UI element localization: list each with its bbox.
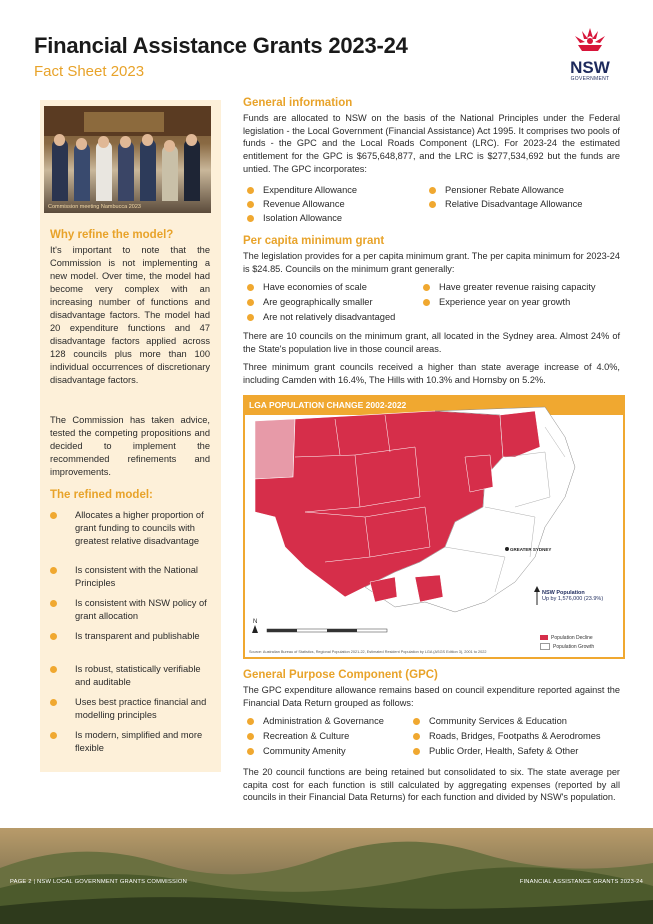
list-item: Have economies of scale: [247, 282, 367, 292]
bullet-icon: [413, 748, 420, 755]
greater-sydney-label: GREATER SYDNEY: [510, 547, 552, 552]
footer-left: PAGE 2 | NSW LOCAL GOVERNMENT GRANTS COMMISSION: [10, 879, 187, 885]
bullet-icon: [247, 718, 254, 725]
list-item: Uses best practice financial and modelling principles: [50, 696, 215, 722]
bullet-icon: [50, 567, 57, 574]
bullet-icon: [247, 748, 254, 755]
nsw-population-value: Up by 1,576,000 (23.9%): [542, 596, 604, 602]
percapita-para-2: There are 10 councils on the minimum grant, all located in the Sydney area. Almost 24% of the State's population live in those council areas.: [243, 331, 620, 354]
list-item: Administration & Governance: [247, 716, 384, 726]
percapita-heading: Per capita minimum grant: [243, 235, 385, 247]
nsw-population-note: [542, 590, 603, 602]
bullet-icon: [247, 215, 254, 222]
bullet-icon: [50, 600, 57, 607]
bullet-icon: [413, 733, 420, 740]
bullet-icon: [247, 299, 254, 306]
legend-swatch-decline: [540, 635, 548, 640]
percapita-para-3: Three minimum grant councils received a higher than state average increase of 4.0%, including Camden with 16.4%, The Hills with 10.3% and Hornsby on 5.2%.: [243, 362, 620, 385]
bullet-icon: [50, 633, 57, 640]
photo-caption: Commission meeting Nambucca 2023: [48, 204, 141, 210]
waratah-icon: [570, 26, 610, 52]
why-body-1: It's important to note that the Commission is not implementing a new model. Over time, the model had become very complex with an increasing number of functions and disadvantage factors. The model had 20 expenditure functions and 47 disadvantage factors applied across 128 councils plus more than 100 individual occurrences of discretionary disadvantage factors.: [50, 245, 210, 385]
list-item: Isolation Allowance: [247, 213, 342, 223]
bullet-icon: [247, 201, 254, 208]
map-source: Source: Australian Bureau of Statistics, Regional Population 2021-22, Estimated Resident Population by LGA (ASGS Edition 3), 2001 to 2022: [249, 650, 487, 654]
list-item: Community Services & Education: [413, 716, 567, 726]
landscape-image: [0, 828, 653, 924]
bullet-icon: [423, 284, 430, 291]
bullet-icon: [247, 314, 254, 321]
list-item: Have greater revenue raising capacity: [423, 282, 596, 292]
why-heading: Why refine the model?: [50, 229, 174, 241]
bullet-icon: [50, 699, 57, 706]
commission-photo: [44, 106, 211, 213]
list-item: Relative Disadvantage Allowance: [429, 199, 582, 209]
logo-subtext: GOVERNMENT: [570, 76, 610, 82]
legend-swatch-growth: [540, 643, 550, 650]
list-item: Recreation & Culture: [247, 731, 349, 741]
list-item: Is consistent with NSW policy of grant allocation: [50, 597, 215, 623]
list-item: Is robust, statistically verifiable and auditable: [50, 663, 215, 689]
general-body: Funds are allocated to NSW on the basis of the National Principles under the Federal legislation - the Local Government (Financial Assistance) Act 1995. It comprises two pools of funds - the GPC and the Local Roads Component (LRC). For 2023-24 the estimated entitlement for the GPC is $675,648,877, and the LRC is $277,534,692 but the funds are untied. The GPC incorporates:: [243, 113, 620, 174]
bullet-icon: [429, 201, 436, 208]
bullet-icon: [429, 187, 436, 194]
bullet-icon: [50, 666, 57, 673]
list-item: Is consistent with the National Principles: [50, 564, 215, 590]
bullet-icon: [413, 718, 420, 725]
list-item: Pensioner Rebate Allowance: [429, 185, 564, 195]
logo-word: NSW: [570, 58, 610, 77]
bullet-icon: [423, 299, 430, 306]
refined-heading: The refined model:: [50, 489, 153, 501]
bullet-icon: [50, 512, 57, 519]
percapita-body: The legislation provides for a per capita minimum grant. The per capita minimum for 2023-24 is $24.85. Councils on the minimum grant generally:: [243, 251, 620, 274]
gpc-body: The GPC expenditure allowance remains based on council expenditure reported against the Financial Data Return grouped as follows:: [243, 685, 620, 708]
bullet-icon: [247, 284, 254, 291]
gpc-para-2: The 20 council functions are being retained but consolidated to six. The state average per capita cost for each function is still calculated by aggregating expenses (reported by all councils in their Financial Data Returns) for each function and divided by NSW's population.: [243, 767, 620, 803]
list-item: Allocates a higher proportion of grant funding to councils with greatest relative disadvantage: [50, 509, 215, 548]
page-subtitle: Fact Sheet 2023: [34, 63, 145, 80]
footer-right: FINANCIAL ASSISTANCE GRANTS 2023-24: [519, 879, 643, 885]
list-item: Is modern, simplified and more flexible: [50, 729, 215, 755]
general-heading: General information: [243, 97, 353, 109]
list-item: Is transparent and publishable: [50, 630, 200, 643]
list-item: Public Order, Health, Safety & Other: [413, 746, 578, 756]
bullet-icon: [50, 732, 57, 739]
lga-population-map: [243, 395, 625, 659]
list-item: Community Amenity: [247, 746, 346, 756]
list-item: Roads, Bridges, Footpaths & Aerodromes: [413, 731, 601, 741]
list-item: Experience year on year growth: [423, 297, 570, 307]
gpc-heading: General Purpose Component (GPC): [243, 669, 438, 681]
bullet-icon: [247, 733, 254, 740]
nsw-map-graphic: [245, 397, 623, 657]
nsw-government-logo: [560, 26, 620, 90]
footer-landscape: [0, 828, 653, 924]
map-title: LGA POPULATION CHANGE 2002-2022: [249, 400, 407, 410]
list-item: Expenditure Allowance: [247, 185, 357, 195]
legend-growth: Population Growth: [540, 643, 594, 650]
bullet-icon: [247, 187, 254, 194]
list-item: Are geographically smaller: [247, 297, 373, 307]
nsw-population-label: NSW Population: [542, 590, 585, 596]
page-title: Financial Assistance Grants 2023-24: [34, 33, 408, 58]
why-body-2: The Commission has taken advice, tested the competing propositions and decided to implement the recommended refinements and improvements.: [50, 415, 210, 477]
legend-decline: Population Decline: [540, 635, 593, 641]
list-item: Revenue Allowance: [247, 199, 345, 209]
svg-text:N: N: [253, 619, 258, 625]
list-item: Are not relatively disadvantaged: [247, 312, 395, 322]
